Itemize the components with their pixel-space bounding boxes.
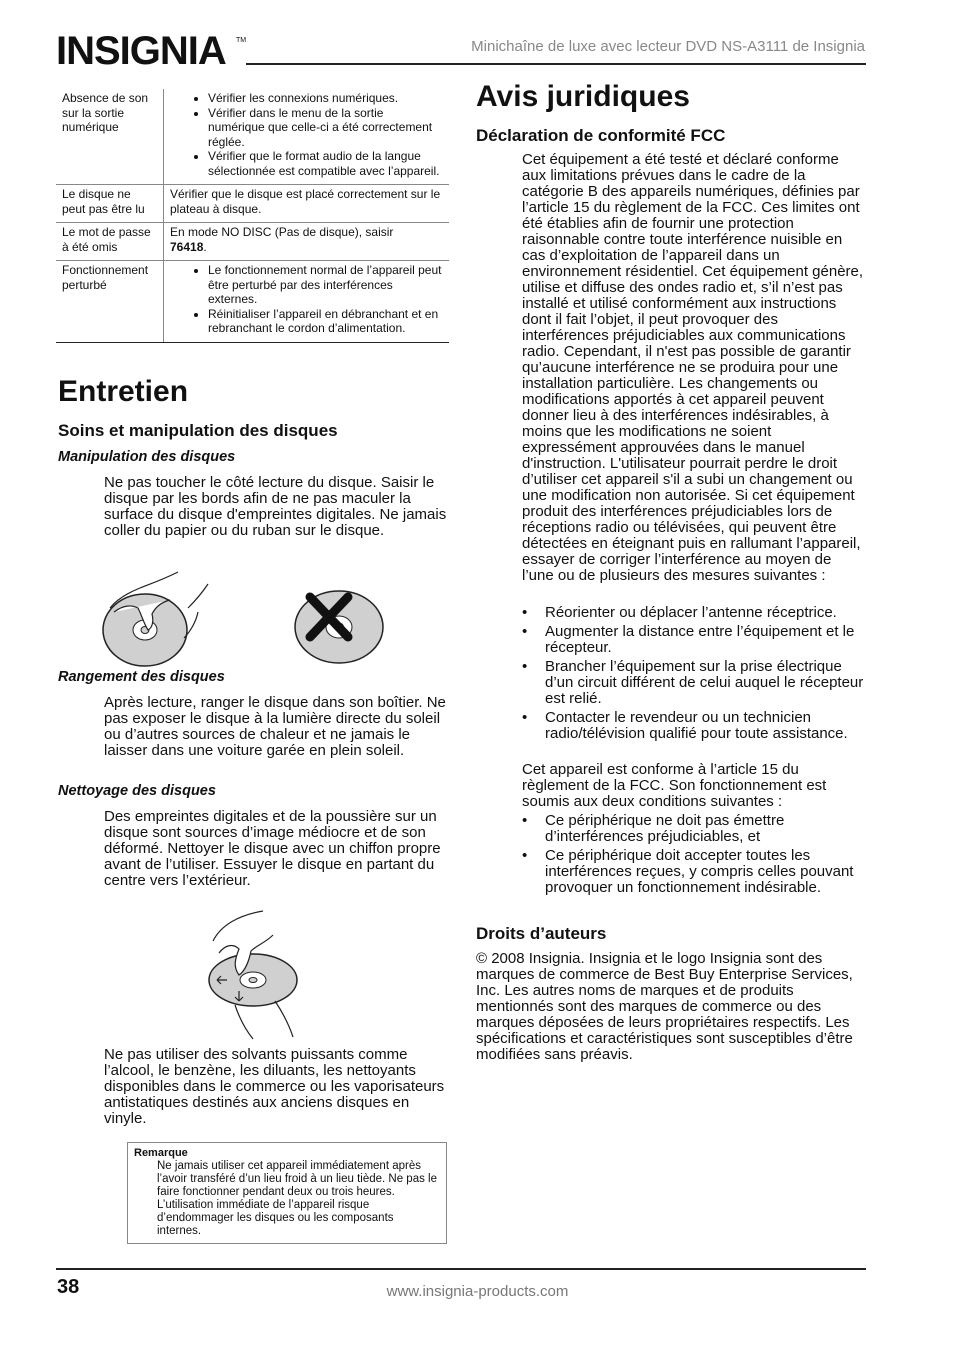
problem-cell: Absence de son sur la sortie numérique xyxy=(56,89,164,185)
avis-title: Avis juridiques xyxy=(476,80,690,113)
soins-title: Soins et manipulation des disques xyxy=(58,421,338,440)
rangement-text: Après lecture, ranger le disque dans son boîtier. Ne pas exposer le disque à la lumière directe du soleil ou d’autres sources de chaleur et ne jamais le laisser dans une voiture garée en plein soleil. xyxy=(104,694,446,759)
fcc-title: Déclaration de conformité FCC xyxy=(476,126,726,145)
table-row xyxy=(56,261,449,343)
table-row xyxy=(56,223,449,261)
troubleshooting-table xyxy=(56,89,449,343)
solution-item: • Vérifier les connexions numériques. xyxy=(208,91,443,106)
fcc-text2: Cet appareil est conforme à l’article 15 du règlement de la FCC. Son fonctionnement est soumis aux deux conditions suivantes : xyxy=(522,761,827,810)
solution-text: En mode NO DISC (Pas de disque), saisir xyxy=(170,225,394,239)
manipulation-title: Manipulation des disques xyxy=(58,449,236,465)
solution-cell xyxy=(164,261,450,343)
fcc-text: Cet équipement a été testé et déclaré conforme aux limitations prévues dans le cadre de la catégorie B des appareils numériques, définies par l’article 15 du règlement de la FCC. Ces limites ont été établies afin de fournir une protection raisonnable contre toute interférence nuisible en cas d’exploitation de l’appareil dans un environnement résidentiel. Cet équipement génère, utilise et diffuse des ondes radio et, s’il n’est pas installé et utilisé conformément aux instructions dont il fait l’objet, il peut provoquer des interférences préjudiciables aux communications radio. Cependant, il n'est pas possible de garantir qu’aucune interférence ne se produira pour une installation particulière. Les changements ou modifications apportés à cet appareil peuvent donner lieu à des interférences indésirables, à moins que les modifications ne soient expressément approuvées dans le manuel d'instruction. L'utilisateur pourrait perdre le droit d’utiliser cet appareil s'il a subi un changement ou une modification non autorisée. Si cet équipement produit des interférences préjudiciables lors de réceptions radio ou télévisées, qui peuvent être détectées en éteignant puis en rallumant l’appareil, essayer de corriger l’interférence au moyen de l’une ou de plusieurs des mesures suivantes : xyxy=(522,151,864,584)
header-rule xyxy=(246,63,866,65)
table-row xyxy=(56,89,449,185)
footer-url[interactable]: www.insignia-products.com xyxy=(386,1283,569,1300)
nettoyage-text: Des empreintes digitales et de la poussière sur un disque sont sources d’image médiocre et de son déformé. Nettoyer le disque avec un chiffon propre avant de l’utiliser. Essuyer le disque en partant du centre vers l’extérieur. xyxy=(104,808,441,889)
list-item: • Augmenter la distance entre l’équipement et le récepteur. xyxy=(522,624,866,656)
problem-cell: Le disque ne peut pas être lu xyxy=(56,185,164,223)
list-item: • Ce périphérique ne doit pas émettre d’interférences préjudiciables, et xyxy=(522,813,866,845)
disc-cleaning-illustration xyxy=(205,905,305,1045)
solution-cell: Vérifier que le disque est placé correctement sur le plateau à disque. xyxy=(164,185,450,223)
password-code: 76418 xyxy=(170,239,204,254)
header-title: Minichaîne de luxe avec lecteur DVD NS-A3111 de Insignia xyxy=(471,38,865,55)
list-item: • Réorienter ou déplacer l’antenne réceptrice. xyxy=(522,605,866,621)
page-number: 38 xyxy=(57,1276,80,1298)
nettoyage-title: Nettoyage des disques xyxy=(58,783,216,799)
fcc-conditions-list xyxy=(522,813,866,899)
table-row xyxy=(56,185,449,223)
note-box xyxy=(127,1142,447,1244)
solution-item: • Vérifier dans le menu de la sortie numérique que celle-ci a été correctement réglée. xyxy=(208,106,443,150)
entretien-title: Entretien xyxy=(58,375,189,408)
list-item: • Brancher l’équipement sur la prise électrique d’un circuit différent de celui auquel le récepteur est relié. xyxy=(522,659,866,707)
fcc-measures-list xyxy=(522,605,866,745)
solution-item: • Réinitialiser l’appareil en débranchant et en rebranchant le cordon d’alimentation. xyxy=(208,307,443,336)
disc-incorrect-handling-illustration xyxy=(292,585,387,670)
problem-cell: Fonctionnement perturbé xyxy=(56,261,164,343)
droits-text: © 2008 Insignia. Insignia et le logo Insignia sont des marques de commerce de Best Buy Enterprise Services, Inc. Les autres noms de marques et de produits mentionnés sont des marques de commerce ou des marques déposées de leurs propriétaires respectifs. Les spécifications et caractéristiques sont susceptibles d’être modifiées sans préavis. xyxy=(476,950,853,1063)
note-text: Ne jamais utiliser cet appareil immédiatement après l’avoir transféré d’un lieu froid à un lieu tiède. Ne pas le faire fonctionner pendant deux ou trois heures. L’utilisation immédiate de l’appareil risque d’endommager les disques ou les composants internes. xyxy=(157,1160,437,1237)
svg-text:INSIGNIA: INSIGNIA xyxy=(56,29,226,72)
solvants-text: Ne pas utiliser des solvants puissants comme l’alcool, le benzène, les diluants, les nettoyants disponibles dans le commerce ou les vaporisateurs antistatiques destinés aux anciens disques en vinyle. xyxy=(104,1046,445,1127)
list-item: • Contacter le revendeur ou un technicien radio/télévision qualifié pour toute assistance. xyxy=(522,710,866,742)
solution-cell xyxy=(164,89,450,185)
droits-title: Droits d’auteurs xyxy=(476,924,607,943)
rangement-title: Rangement des disques xyxy=(58,669,225,685)
disc-correct-handling-illustration xyxy=(100,568,215,673)
note-label: Remarque xyxy=(134,1147,188,1159)
solution-item: • Vérifier que le format audio de la langue sélectionnée est compatible avec l’appareil. xyxy=(208,149,443,178)
footer-rule xyxy=(56,1268,866,1270)
solution-item: • Le fonctionnement normal de l’appareil peut être perturbé par des interférences externes. xyxy=(208,263,443,307)
solution-suffix: . xyxy=(203,239,207,254)
solution-cell xyxy=(164,223,450,261)
problem-cell: Le mot de passe à été omis xyxy=(56,223,164,261)
manipulation-text: Ne pas toucher le côté lecture du disque. Saisir le disque par les bords afin de ne pas maculer la surface du disque d'empreintes digitales. Ne jamais coller du papier ou du ruban sur le disque. xyxy=(104,474,447,539)
list-item: • Ce périphérique doit accepter toutes les interférences reçues, y compris celles pouvant provoquer un fonctionnement indésirable. xyxy=(522,848,866,896)
insignia-logo xyxy=(56,26,246,72)
svg-text:TM: TM xyxy=(236,37,246,44)
